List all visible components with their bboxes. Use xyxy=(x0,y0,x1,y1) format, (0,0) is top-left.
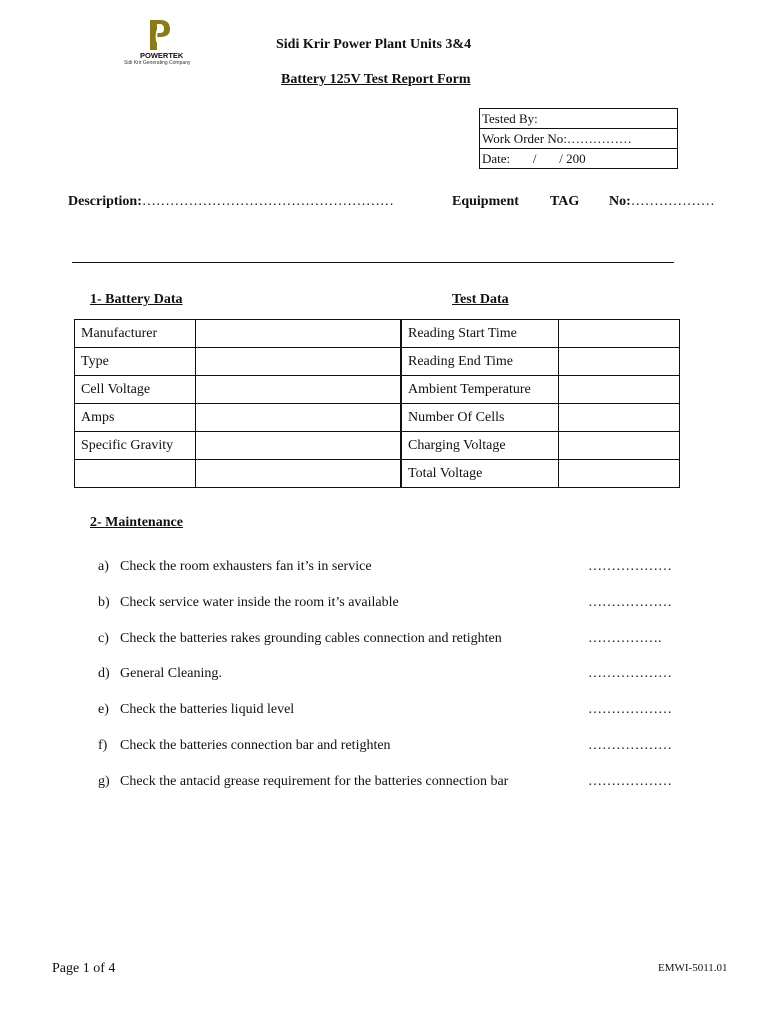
logo-subtitle: Sidi Krir Generating Company xyxy=(124,60,191,66)
maintenance-item-text: Check the batteries rakes grounding cables connection and retighten xyxy=(120,631,502,646)
table-row xyxy=(75,348,680,376)
test-data-value-cell[interactable] xyxy=(559,320,680,348)
maintenance-item-text: Check the room exhausters fan it’s in service xyxy=(120,559,372,574)
maintenance-item xyxy=(98,738,678,758)
test-data-label: Charging Voltage xyxy=(401,432,559,460)
table-row xyxy=(75,376,680,404)
maintenance-item-check-field[interactable]: ……………… xyxy=(588,738,672,753)
table-row xyxy=(75,320,680,348)
test-data-label: Reading End Time xyxy=(401,348,559,376)
maintenance-item-check-field[interactable]: ……………… xyxy=(588,595,672,610)
maintenance-item xyxy=(98,774,678,794)
maintenance-item-check-field[interactable]: ……………… xyxy=(588,774,672,789)
maintenance-item-check-field[interactable]: ……………… xyxy=(588,559,672,574)
maintenance-item xyxy=(98,595,678,615)
maintenance-item-letter: c) xyxy=(98,631,109,646)
battery-data-label: Cell Voltage xyxy=(75,376,196,404)
equipment-label: Equipment xyxy=(452,194,519,209)
tag-no-label: No: xyxy=(609,194,631,209)
test-data-value-cell[interactable] xyxy=(559,432,680,460)
maintenance-item-letter: d) xyxy=(98,666,110,681)
battery-data-value-cell[interactable] xyxy=(196,460,402,488)
maintenance-item-letter: f) xyxy=(98,738,108,753)
powertek-logo-icon xyxy=(146,18,172,52)
maintenance-item xyxy=(98,631,678,651)
battery-data-label: Type xyxy=(75,348,196,376)
test-data-label: Number Of Cells xyxy=(401,404,559,432)
description-field[interactable]: ……………………………………………… xyxy=(141,194,394,209)
section-test-data: Test Data xyxy=(452,292,509,307)
description-line xyxy=(68,194,394,210)
table-row xyxy=(75,460,680,488)
maintenance-item-letter: a) xyxy=(98,559,109,574)
logo-name: POWERTEK xyxy=(140,51,184,60)
battery-data-label: Specific Gravity xyxy=(75,432,196,460)
maintenance-item-text: Check the batteries connection bar and retighten xyxy=(120,738,391,753)
battery-data-value-cell[interactable] xyxy=(196,404,402,432)
maintenance-item-check-field[interactable]: ……………… xyxy=(588,666,672,681)
maintenance-item-text: General Cleaning. xyxy=(120,666,222,681)
battery-data-value-cell[interactable] xyxy=(196,432,402,460)
battery-data-label: Manufacturer xyxy=(75,320,196,348)
battery-data-label: Amps xyxy=(75,404,196,432)
maintenance-item-check-field[interactable]: ……………. xyxy=(588,631,662,646)
battery-data-table xyxy=(74,319,680,488)
maintenance-item-text: Check the antacid grease requirement for the batteries connection bar xyxy=(120,774,509,789)
plant-title: Sidi Krir Power Plant Units 3&4 xyxy=(276,37,472,52)
maintenance-item-check-field[interactable]: ……………… xyxy=(588,702,672,717)
maintenance-item-letter: b) xyxy=(98,595,110,610)
description-label: Description: xyxy=(68,194,142,209)
test-data-label: Ambient Temperature xyxy=(401,376,559,404)
test-data-label: Total Voltage xyxy=(401,460,559,488)
form-title: Battery 125V Test Report Form xyxy=(281,72,471,87)
maintenance-item-letter: g) xyxy=(98,774,110,789)
maintenance-item xyxy=(98,702,678,722)
tag-no-field[interactable]: ……………… xyxy=(630,194,715,209)
test-data-label: Reading Start Time xyxy=(401,320,559,348)
test-data-value-cell[interactable] xyxy=(559,460,680,488)
page-number: Page 1 of 4 xyxy=(52,961,116,976)
section-maintenance: 2- Maintenance xyxy=(90,515,183,530)
maintenance-item-text: Check the batteries liquid level xyxy=(120,702,295,717)
table-row xyxy=(75,404,680,432)
test-data-value-cell[interactable] xyxy=(559,348,680,376)
tested-by-field[interactable]: Tested By: xyxy=(482,111,538,126)
battery-data-value-cell[interactable] xyxy=(196,376,402,404)
section-battery-data: 1- Battery Data xyxy=(90,292,183,307)
tag-label: TAG xyxy=(550,194,580,209)
company-logo xyxy=(110,18,206,72)
battery-data-value-cell[interactable] xyxy=(196,320,402,348)
tag-no-line xyxy=(609,194,715,210)
table-row xyxy=(75,432,680,460)
work-order-field[interactable]: Work Order No:…………… xyxy=(480,128,677,148)
info-box xyxy=(479,108,678,169)
maintenance-item xyxy=(98,666,678,686)
battery-data-value-cell[interactable] xyxy=(196,348,402,376)
maintenance-item-letter: e) xyxy=(98,702,109,717)
maintenance-item-text: Check service water inside the room it’s available xyxy=(120,595,399,610)
test-data-value-cell[interactable] xyxy=(559,376,680,404)
divider-line xyxy=(72,262,674,263)
document-code: EMWI-5011.01 xyxy=(658,962,728,974)
maintenance-item xyxy=(98,559,678,579)
date-field[interactable]: Date: / / 200 xyxy=(480,148,677,168)
battery-data-label xyxy=(75,460,196,488)
test-data-value-cell[interactable] xyxy=(559,404,680,432)
